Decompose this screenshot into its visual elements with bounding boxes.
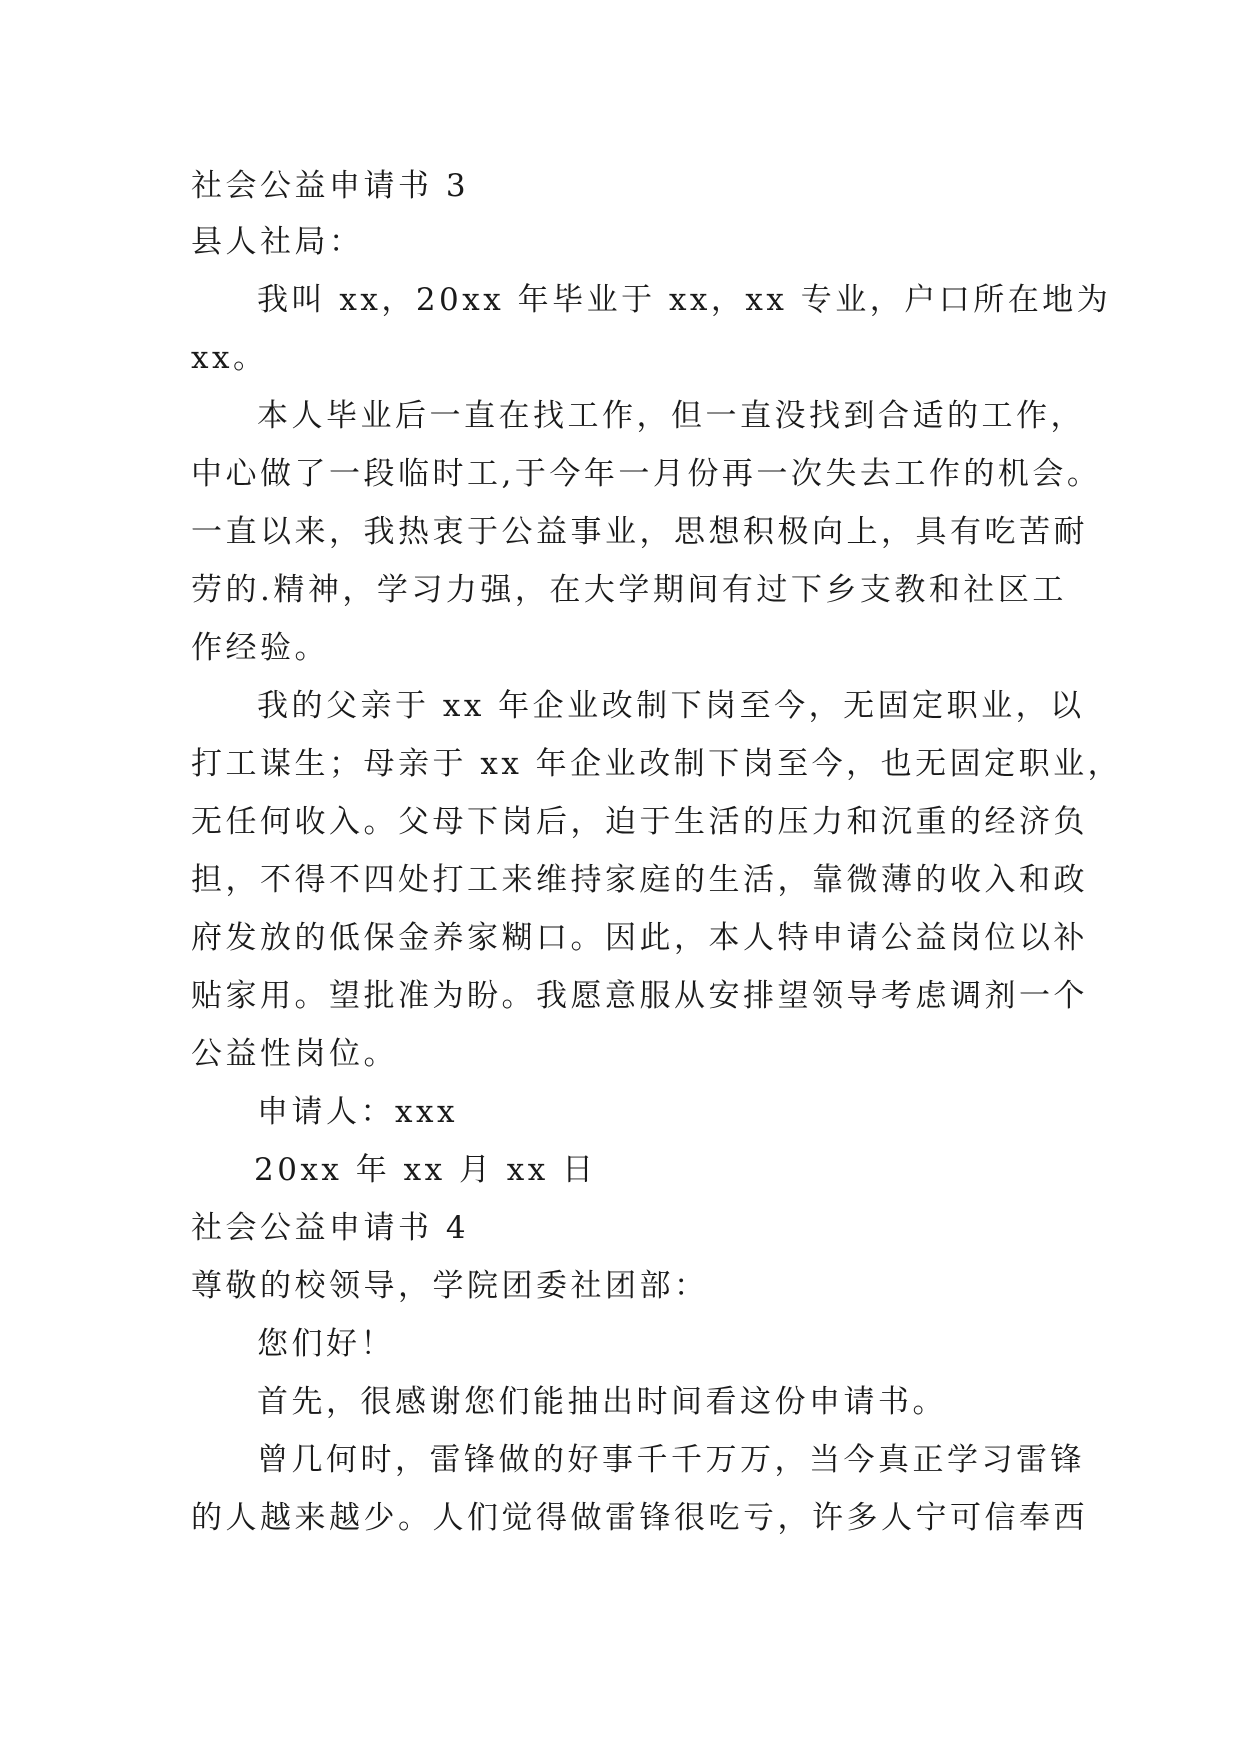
section-3-paragraph-3-line-7: 公益性岗位。	[191, 1036, 398, 1072]
section-3-date: 20xx 年 xx 月 xx 日	[254, 1152, 597, 1188]
section-3-paragraph-3-line-6: 贴家用。望批准为盼。我愿意服从安排望领导考虑调剂一个	[191, 978, 1088, 1014]
section-3-applicant: 申请人：xxx	[257, 1094, 458, 1130]
section-3-paragraph-3-line-3: 无任何收入。父母下岗后，迫于生活的压力和沉重的经济负	[191, 804, 1088, 840]
section-3-paragraph-3-line-4: 担，不得不四处打工来维持家庭的生活，靠微薄的收入和政	[191, 862, 1088, 898]
section-3-title: 社会公益申请书 3	[191, 168, 470, 204]
section-3-salutation: 县人社局：	[191, 224, 364, 260]
section-3-paragraph-3-line-1: 我的父亲于 xx 年企业改制下岗至今，无固定职业，以	[257, 688, 1085, 724]
section-3-paragraph-2-line-3: 一直以来，我热衷于公益事业，思想积极向上，具有吃苦耐	[191, 514, 1088, 550]
section-3-paragraph-3-line-2: 打工谋生；母亲于 xx 年企业改制下岗至今，也无固定职业，	[191, 746, 1123, 782]
section-3-paragraph-2-line-1: 本人毕业后一直在找工作，但一直没找到合适的工作，	[257, 398, 1085, 434]
section-4-paragraph-1: 首先，很感谢您们能抽出时间看这份申请书。	[257, 1384, 947, 1420]
section-3-paragraph-2-line-2: 中心做了一段临时工,于今年一月份再一次失去工作的机会。	[191, 456, 1102, 492]
section-3-paragraph-1-line-1: 我叫 xx，20xx 年毕业于 xx，xx 专业，户口所在地为	[257, 282, 1112, 318]
section-3-paragraph-3-line-5: 府发放的低保金养家糊口。因此，本人特申请公益岗位以补	[191, 920, 1088, 956]
section-4-title: 社会公益申请书 4	[191, 1210, 470, 1246]
section-4-paragraph-2-line-2: 的人越来越少。人们觉得做雷锋很吃亏，许多人宁可信奉西	[191, 1500, 1088, 1536]
section-3-paragraph-1-line-2: xx。	[191, 340, 268, 376]
section-4-greeting: 您们好！	[257, 1326, 395, 1362]
section-3-paragraph-2-line-5: 作经验。	[191, 630, 329, 666]
section-4-salutation: 尊敬的校领导，学院团委社团部：	[191, 1268, 709, 1304]
section-4-paragraph-2-line-1: 曾几何时，雷锋做的好事千千万万，当今真正学习雷锋	[257, 1442, 1085, 1478]
section-3-paragraph-2-line-4: 劳的.精神，学习力强，在大学期间有过下乡支教和社区工	[191, 572, 1067, 608]
